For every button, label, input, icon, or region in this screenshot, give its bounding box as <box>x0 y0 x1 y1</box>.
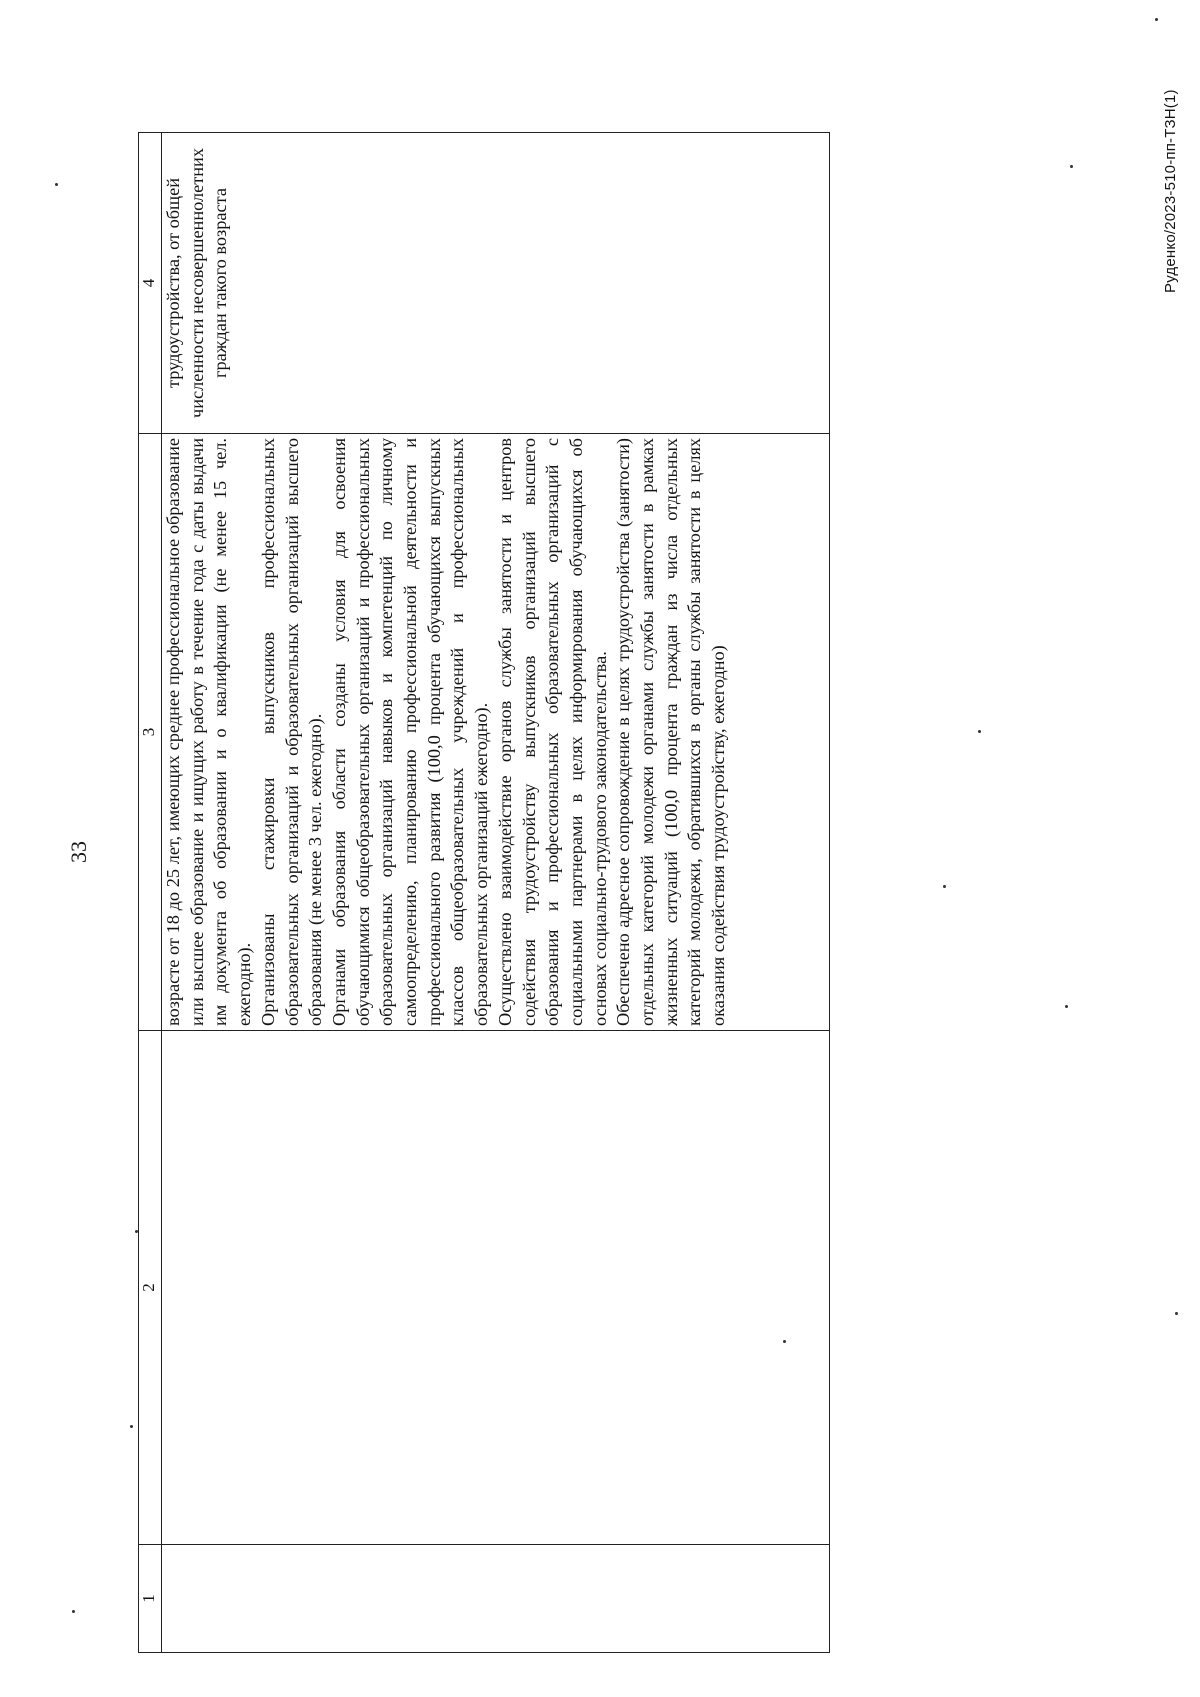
indicator-text: трудоустройства, от общей численности несовершеннолетних граждан такого возраста <box>163 148 231 418</box>
scan-speck <box>978 730 981 733</box>
result-paragraph-3: Органами образования области созданы условия для освоения обучающимися общеобразовательных организаций и профессиональных образовательных организаций навыков и компетенций по личному самоопределению, планированию профессиональной деятельности и профессионального развития (100,0 процента обучающихся выпускных классов общеобразовательных учреждений и профессиональных образовательных организаций ежегодно). <box>328 438 492 1026</box>
scan-speck <box>135 1230 138 1233</box>
cell-col-1 <box>162 1545 830 1653</box>
scan-speck <box>1070 165 1073 168</box>
result-paragraph-4: Осуществлено взаимодействие органов службы занятости и центров содействия трудоустройству выпускников организаций высшего образования и профессиональных образовательных организаций с социальными партнерами в целях информирования обучающихся об основах социально-трудового законодательства. <box>494 438 610 1026</box>
header-col-1: 1 <box>139 1545 162 1653</box>
result-paragraph-1: возрасте от 18 до 25 лет, имеющих среднее профессиональное образование или высшее образование и ищущих работу в течение года с даты выдачи им документа об образовании и о квалификации (не менее 15 чел. ежегодно). <box>163 438 255 1026</box>
scan-speck <box>1155 18 1158 21</box>
table-row <box>162 133 830 1653</box>
header-col-3: 3 <box>139 434 162 1031</box>
scan-speck <box>1175 1312 1178 1315</box>
document-code: Руденко/2023-510-пп-ТЗН(1) <box>1162 89 1179 293</box>
cell-col-4 <box>162 133 830 434</box>
scan-speck <box>55 183 58 186</box>
page-number: 33 <box>66 841 91 863</box>
cell-col-2 <box>162 1031 830 1545</box>
result-paragraph-5: Обеспечено адресное сопровождение в целях трудоустройства (занятости) отдельных категорий молодежи органами службы занятости в рамках жизненных ситуаций (100,0 процента граждан из числа отдельных категорий молодежи, обратившихся в органы службы занятости в целях оказания содействия трудоустройству, ежегодно) <box>613 438 729 1026</box>
header-col-4: 4 <box>139 133 162 434</box>
scan-speck <box>783 1340 786 1343</box>
header-col-2: 2 <box>139 1031 162 1545</box>
scan-speck <box>1065 1005 1068 1008</box>
scan-speck <box>943 885 946 888</box>
table-header-row <box>139 133 162 1653</box>
scan-speck <box>72 1610 75 1613</box>
scan-speck <box>130 1425 133 1428</box>
rotated-page <box>10 33 1190 1663</box>
result-paragraph-2: Организованы стажировки выпускников профессиональных образовательных организаций и образовательных организаций высшего образования (не менее 3 чел. ежегодно). <box>257 438 326 1026</box>
cell-col-3 <box>162 434 830 1031</box>
program-table <box>138 132 830 1653</box>
